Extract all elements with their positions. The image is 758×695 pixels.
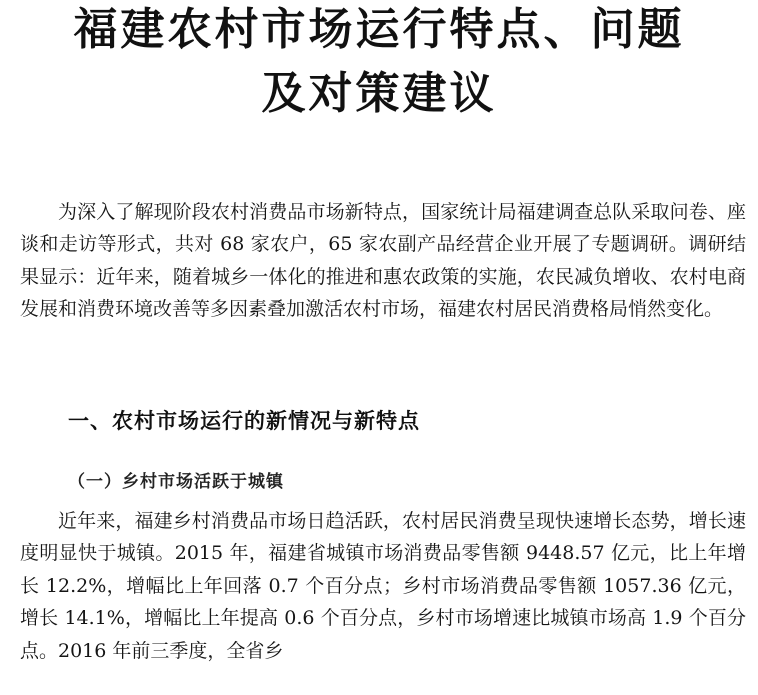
subsection-paragraph: 近年来，福建乡村消费品市场日趋活跃，农村居民消费呈现快速增长态势，增长速度明显快于城镇。2015 年，福建省城镇市场消费品零售额 9448.57 亿元，比上年增长 12.2%，增幅比上年回落 0.7 个百分点；乡村市场消费品零售额 1057.36 亿元，增长 14.1%，增幅比上年提高 0.6 个百分点，乡村市场增速比城镇市场高 1.9 个百分点。2016 年前三季度，全省乡 — [20, 510, 746, 662]
subsection-heading: （一）乡村市场活跃于城镇 — [68, 472, 284, 492]
article-title-line-2: 及对策建议 — [261, 68, 497, 119]
intro-paragraph: 为深入了解现阶段农村消费品市场新特点，国家统计局福建调查总队采取问卷、座谈和走访等形式，共对 68 家农户，65 家农副产品经营企业开展了专题调研。调研结果显示：近年来，随着城乡一体化的推进和惠农政策的实施，农民减负增收、农村电商发展和消费环境改善等多因素叠加激活农村市场，福建农村居民消费格局悄然变化。 — [20, 201, 746, 321]
article-title-line-1: 福建农村市场运行特点、问题 — [73, 4, 685, 55]
section-heading: 一、农村市场运行的新情况与新特点 — [68, 409, 420, 433]
